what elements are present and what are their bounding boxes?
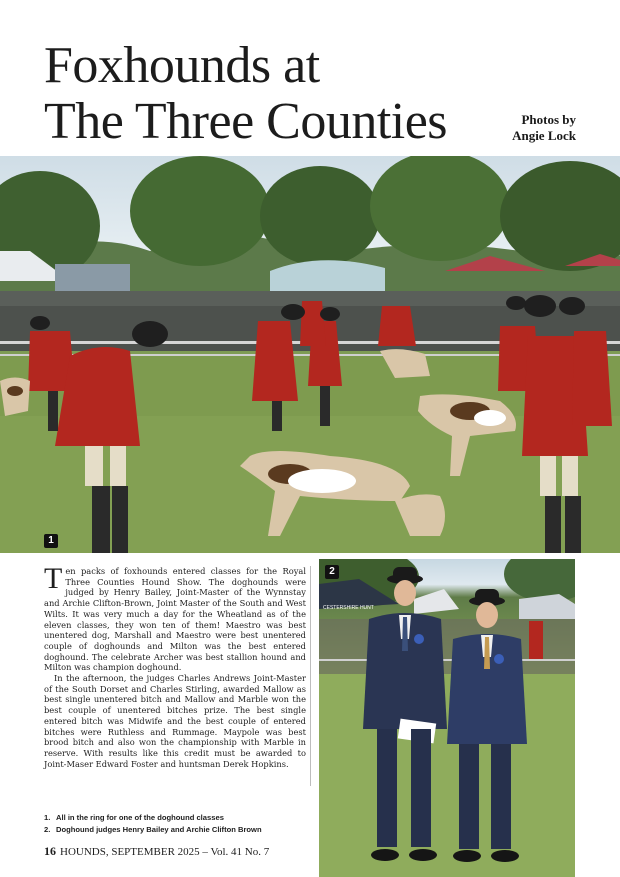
- article-paragraph-2: In the afternoon, the judges Charles Andrews Joint-Master of the South Dorset and Charles Stirling, awarded Mallow as best single unentered bitch and Mallow and Marble won the best couple of unentered bitches prize. The best single entered bitch was Midwife and the best couple of entered bitches were Ruthless and Rummage. Maypole was best brood bitch and also won the championship with Marble in reserve. With results like this credit must be awarded to Joint-Maser Edward Foster and huntsman Derek Hopkins.: [44, 673, 306, 769]
- caption-2-number: 2.: [44, 825, 51, 834]
- caption-2-text: Doghound judges Henry Bailey and Archie Clifton Brown: [56, 825, 262, 834]
- photo-credit-line-1: Photos by: [521, 112, 576, 127]
- photo-captions: [44, 812, 314, 836]
- photo-1-number: 1: [44, 534, 58, 548]
- issue-line: HOUNDS, SEPTEMBER 2025 – Vol. 41 No. 7: [60, 846, 270, 858]
- page-number: 16: [44, 844, 56, 858]
- article-body: [44, 562, 306, 769]
- caption-1-text: All in the ring for one of the doghound classes: [56, 813, 224, 822]
- article-title-line-1: Foxhounds at: [44, 37, 320, 94]
- tent-banner: CESTERSHIRE HUNT: [323, 605, 374, 611]
- photo-hounds-in-ring-illustration: [0, 156, 620, 553]
- caption-2: [44, 824, 314, 836]
- drop-cap: T: [44, 562, 63, 595]
- paragraph-1-text: en packs of foxhounds entered classes for the Royal Three Counties Hound Show. The doghounds were judged by Henry Bailey, Joint-Master of the Wynnstay and Archie Clifton-Brown, Joint Master of the South and West Wilts. It was very much a day for the Wheatland as of the eleven classes, they won ten of them! Maestro was best unentered dog, Marshall and Maestro were best unentered couple of doghounds and Milton was the best entered doghound. The celebrate Archer was best stallion hound and Milton was champion doghound.: [44, 566, 306, 673]
- article-title-line-2: The Three Counties: [44, 93, 448, 150]
- photo-2-number: 2: [325, 565, 339, 579]
- photo-hounds-in-ring: [0, 156, 620, 553]
- article-title: [44, 38, 504, 150]
- column-divider: [310, 566, 311, 786]
- caption-1: [44, 812, 314, 824]
- article-paragraph-1: [44, 562, 306, 673]
- photo-doghound-judges: [319, 559, 575, 877]
- page-footer: [44, 844, 269, 859]
- photo-credit-line-2: Angie Lock: [512, 128, 576, 143]
- photo-doghound-judges-illustration: [319, 559, 575, 877]
- photo-credit: [512, 112, 576, 144]
- caption-1-number: 1.: [44, 813, 51, 822]
